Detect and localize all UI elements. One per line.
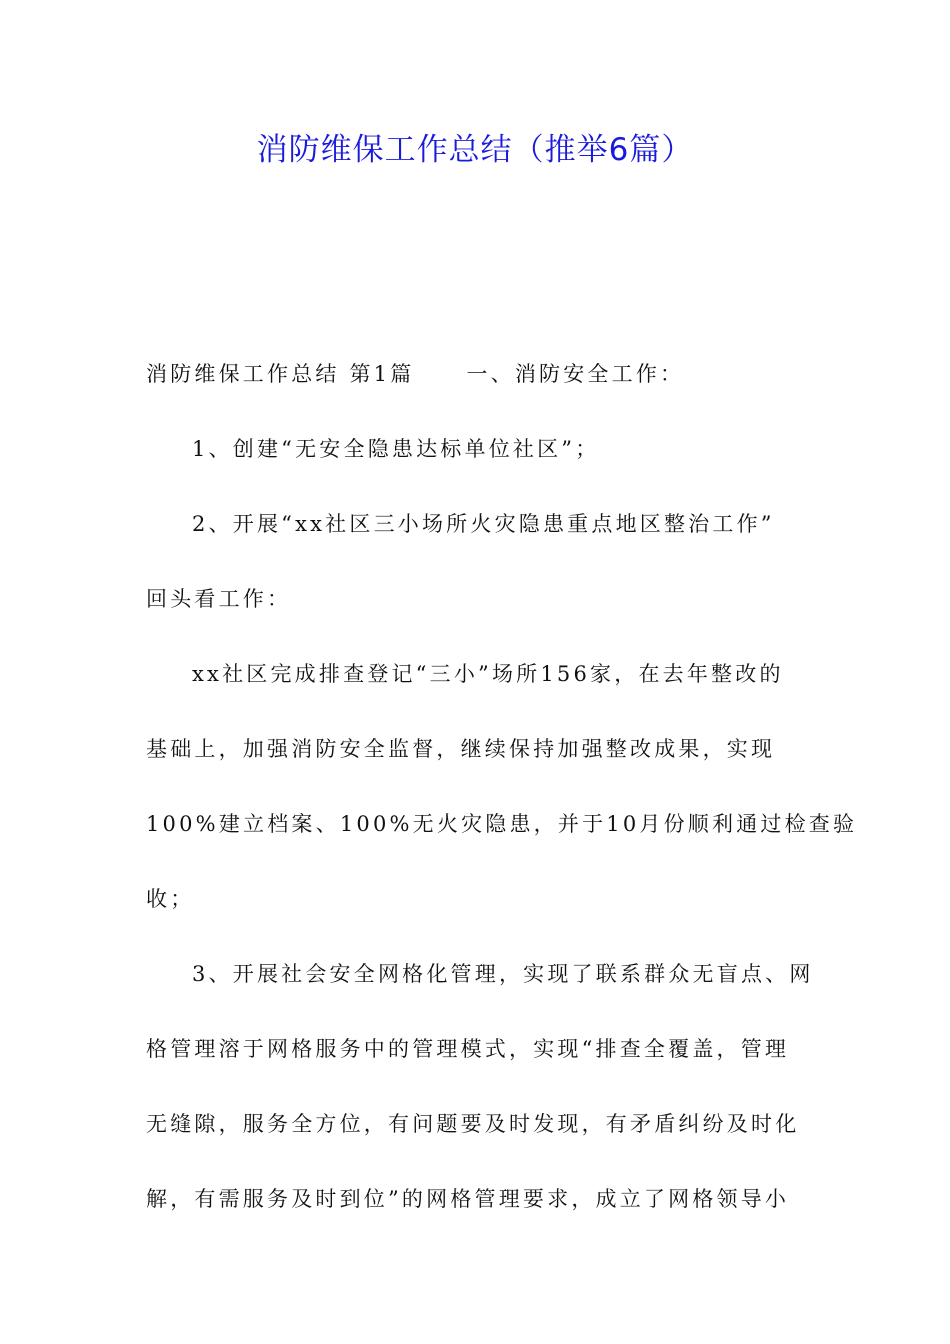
paragraph-line: 无缝隙，服务全方位，有问题要及时发现，有矛盾纠纷及时化 [146, 1112, 800, 1136]
paragraph-line: 1、创建“无安全隐患达标单位社区”； [192, 437, 600, 461]
section-heading-line [146, 337, 808, 412]
paragraph-line: 100%建立档案、100%无火灾隐患，并于10月份顺利通过检查验 [146, 812, 858, 836]
document-title: 消防维保工作总结（推举6篇） [256, 132, 694, 168]
paragraph-line: 一、消防安全工作： [466, 362, 685, 386]
paragraph-line: 回头看工作： [146, 587, 292, 611]
section-heading: 消防维保工作总结 第1篇 [146, 362, 415, 386]
paragraph-line: 基础上，加强消防安全监督，继续保持加强整改成果，实现 [146, 737, 776, 761]
document-body [146, 337, 858, 1237]
paragraph-line: xx社区完成排查登记“三小”场所156家，在去年整改的 [192, 662, 784, 686]
paragraph-line: 收； [146, 887, 195, 911]
paragraph-line: 2、开展“xx社区三小场所火灾隐患重点地区整治工作” [192, 512, 775, 536]
paragraph-line: 格管理溶于网格服务中的管理模式，实现“排查全覆盖，管理 [146, 1037, 790, 1061]
paragraph-line: 3、开展社会安全网格化管理，实现了联系群众无盲点、网 [192, 962, 814, 986]
paragraph-line: 解，有需服务及时到位”的网格管理要求，成立了网格领导小 [146, 1187, 790, 1211]
